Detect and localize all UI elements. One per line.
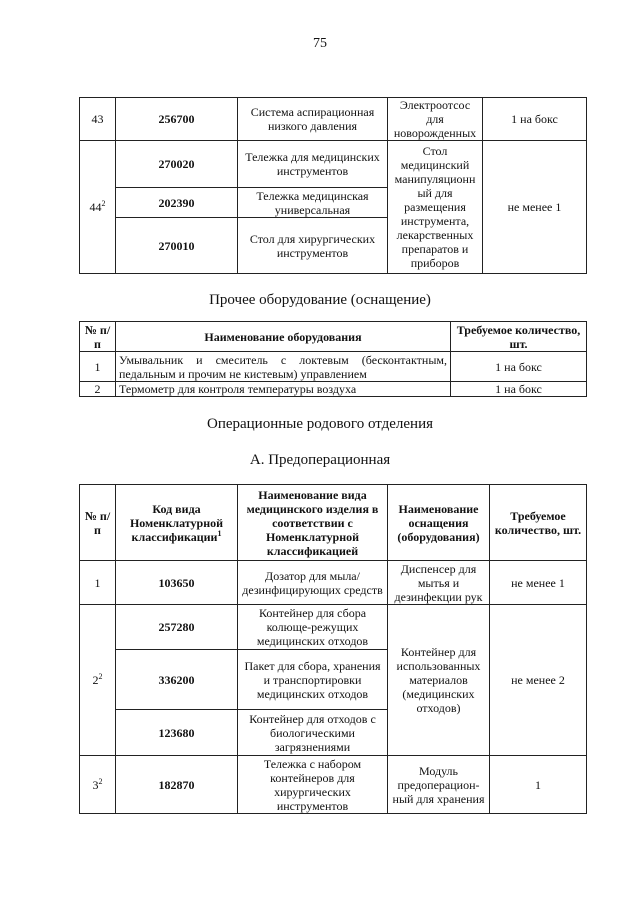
row-number: 1 [80, 352, 116, 382]
equipment-table-continued [79, 97, 587, 274]
table-row [80, 141, 587, 188]
required-quantity: 1 на бокс [451, 382, 587, 397]
nomenclature-code: 202390 [116, 188, 238, 218]
equipment-name: Контейнер для использованных материалов (медицинских отходов) [388, 605, 490, 756]
nomenclature-code: 103650 [116, 561, 238, 605]
table-row [80, 605, 587, 650]
row-number: 1 [80, 561, 116, 605]
device-name: Контейнер для сбора колюще-режущих медицинских отходов [238, 605, 388, 650]
required-quantity: не менее 1 [490, 561, 587, 605]
section-heading-operating-rooms: Операционные родового отделения [206, 416, 434, 432]
header-nomenclature-code: Код вида Номенклатурной классификации$^1$ [116, 485, 238, 561]
device-name: Дозатор для мыла/ дезинфицирующих средств [238, 561, 388, 605]
header-required-quantity: Требуемое количество, шт. [490, 485, 587, 561]
nomenclature-code: 270020 [116, 141, 238, 188]
page-number: 75 [313, 36, 327, 51]
header-equipment-name: Наименование оснащения (оборудования) [388, 485, 490, 561]
device-name: Система аспирационная низкого давления [238, 98, 388, 141]
nomenclature-code: 256700 [116, 98, 238, 141]
table-row [80, 561, 587, 605]
required-quantity: не менее 1 [483, 141, 587, 274]
row-number: 43 [80, 98, 116, 141]
table-row [80, 98, 587, 141]
preoperative-equipment-table [79, 484, 587, 814]
nomenclature-code: 182870 [116, 756, 238, 814]
equipment-name: Стол медицинский манипуляционн ый для размещения инструмента, лекарственных препаратов и приборов [388, 141, 483, 274]
header-equipment-name: Наименование оборудования [116, 322, 451, 352]
table-row [80, 352, 587, 382]
required-quantity: не менее 2 [490, 605, 587, 756]
device-name: Тележка медицинская универсальная [238, 188, 388, 218]
nomenclature-code: 123680 [116, 710, 238, 756]
equipment-name: Термометр для контроля температуры воздуха [116, 382, 451, 397]
table-header-row [80, 322, 587, 352]
header-row-number: № п/п [80, 485, 116, 561]
required-quantity: 1 [490, 756, 587, 814]
device-name: Тележка с набором контейнеров для хирургических инструментов [238, 756, 388, 814]
table-row [80, 756, 587, 814]
equipment-name: Электроотсос для новорожденных [388, 98, 483, 141]
required-quantity: 1 на бокс [483, 98, 587, 141]
other-equipment-table [79, 321, 587, 397]
row-number: $44^2$ [80, 141, 116, 274]
row-number: $2^2$ [80, 605, 116, 756]
section-heading-preoperative: А. Предоперационная [249, 452, 391, 468]
equipment-name: Модуль предоперацион-ный для хранения [388, 756, 490, 814]
required-quantity: 1 на бокс [451, 352, 587, 382]
equipment-name: Умывальник и смеситель с локтевым (бесконтактным, педальным и прочим не кистевым) управлением [116, 352, 451, 382]
row-number: $3^2$ [80, 756, 116, 814]
nomenclature-code: 270010 [116, 218, 238, 274]
section-heading-other-equipment: Прочее оборудование (оснащение) [209, 292, 431, 308]
device-name: Тележка для медицинских инструментов [238, 141, 388, 188]
nomenclature-code: 257280 [116, 605, 238, 650]
header-device-name: Наименование вида медицинского изделия в соответствии с Номенклатурной классификацией [238, 485, 388, 561]
row-number: 2 [80, 382, 116, 397]
device-name: Стол для хирургических инструментов [238, 218, 388, 274]
nomenclature-code: 336200 [116, 650, 238, 710]
table-header-row [80, 485, 587, 561]
device-name: Пакет для сбора, хранения и транспортировки медицинских отходов [238, 650, 388, 710]
equipment-name: Диспенсер для мытья и дезинфекции рук [388, 561, 490, 605]
header-required-quantity: Требуемое количество, шт. [451, 322, 587, 352]
table-row [80, 382, 587, 397]
device-name: Контейнер для отходов с биологическими загрязнениями [238, 710, 388, 756]
header-row-number: № п/п [80, 322, 116, 352]
